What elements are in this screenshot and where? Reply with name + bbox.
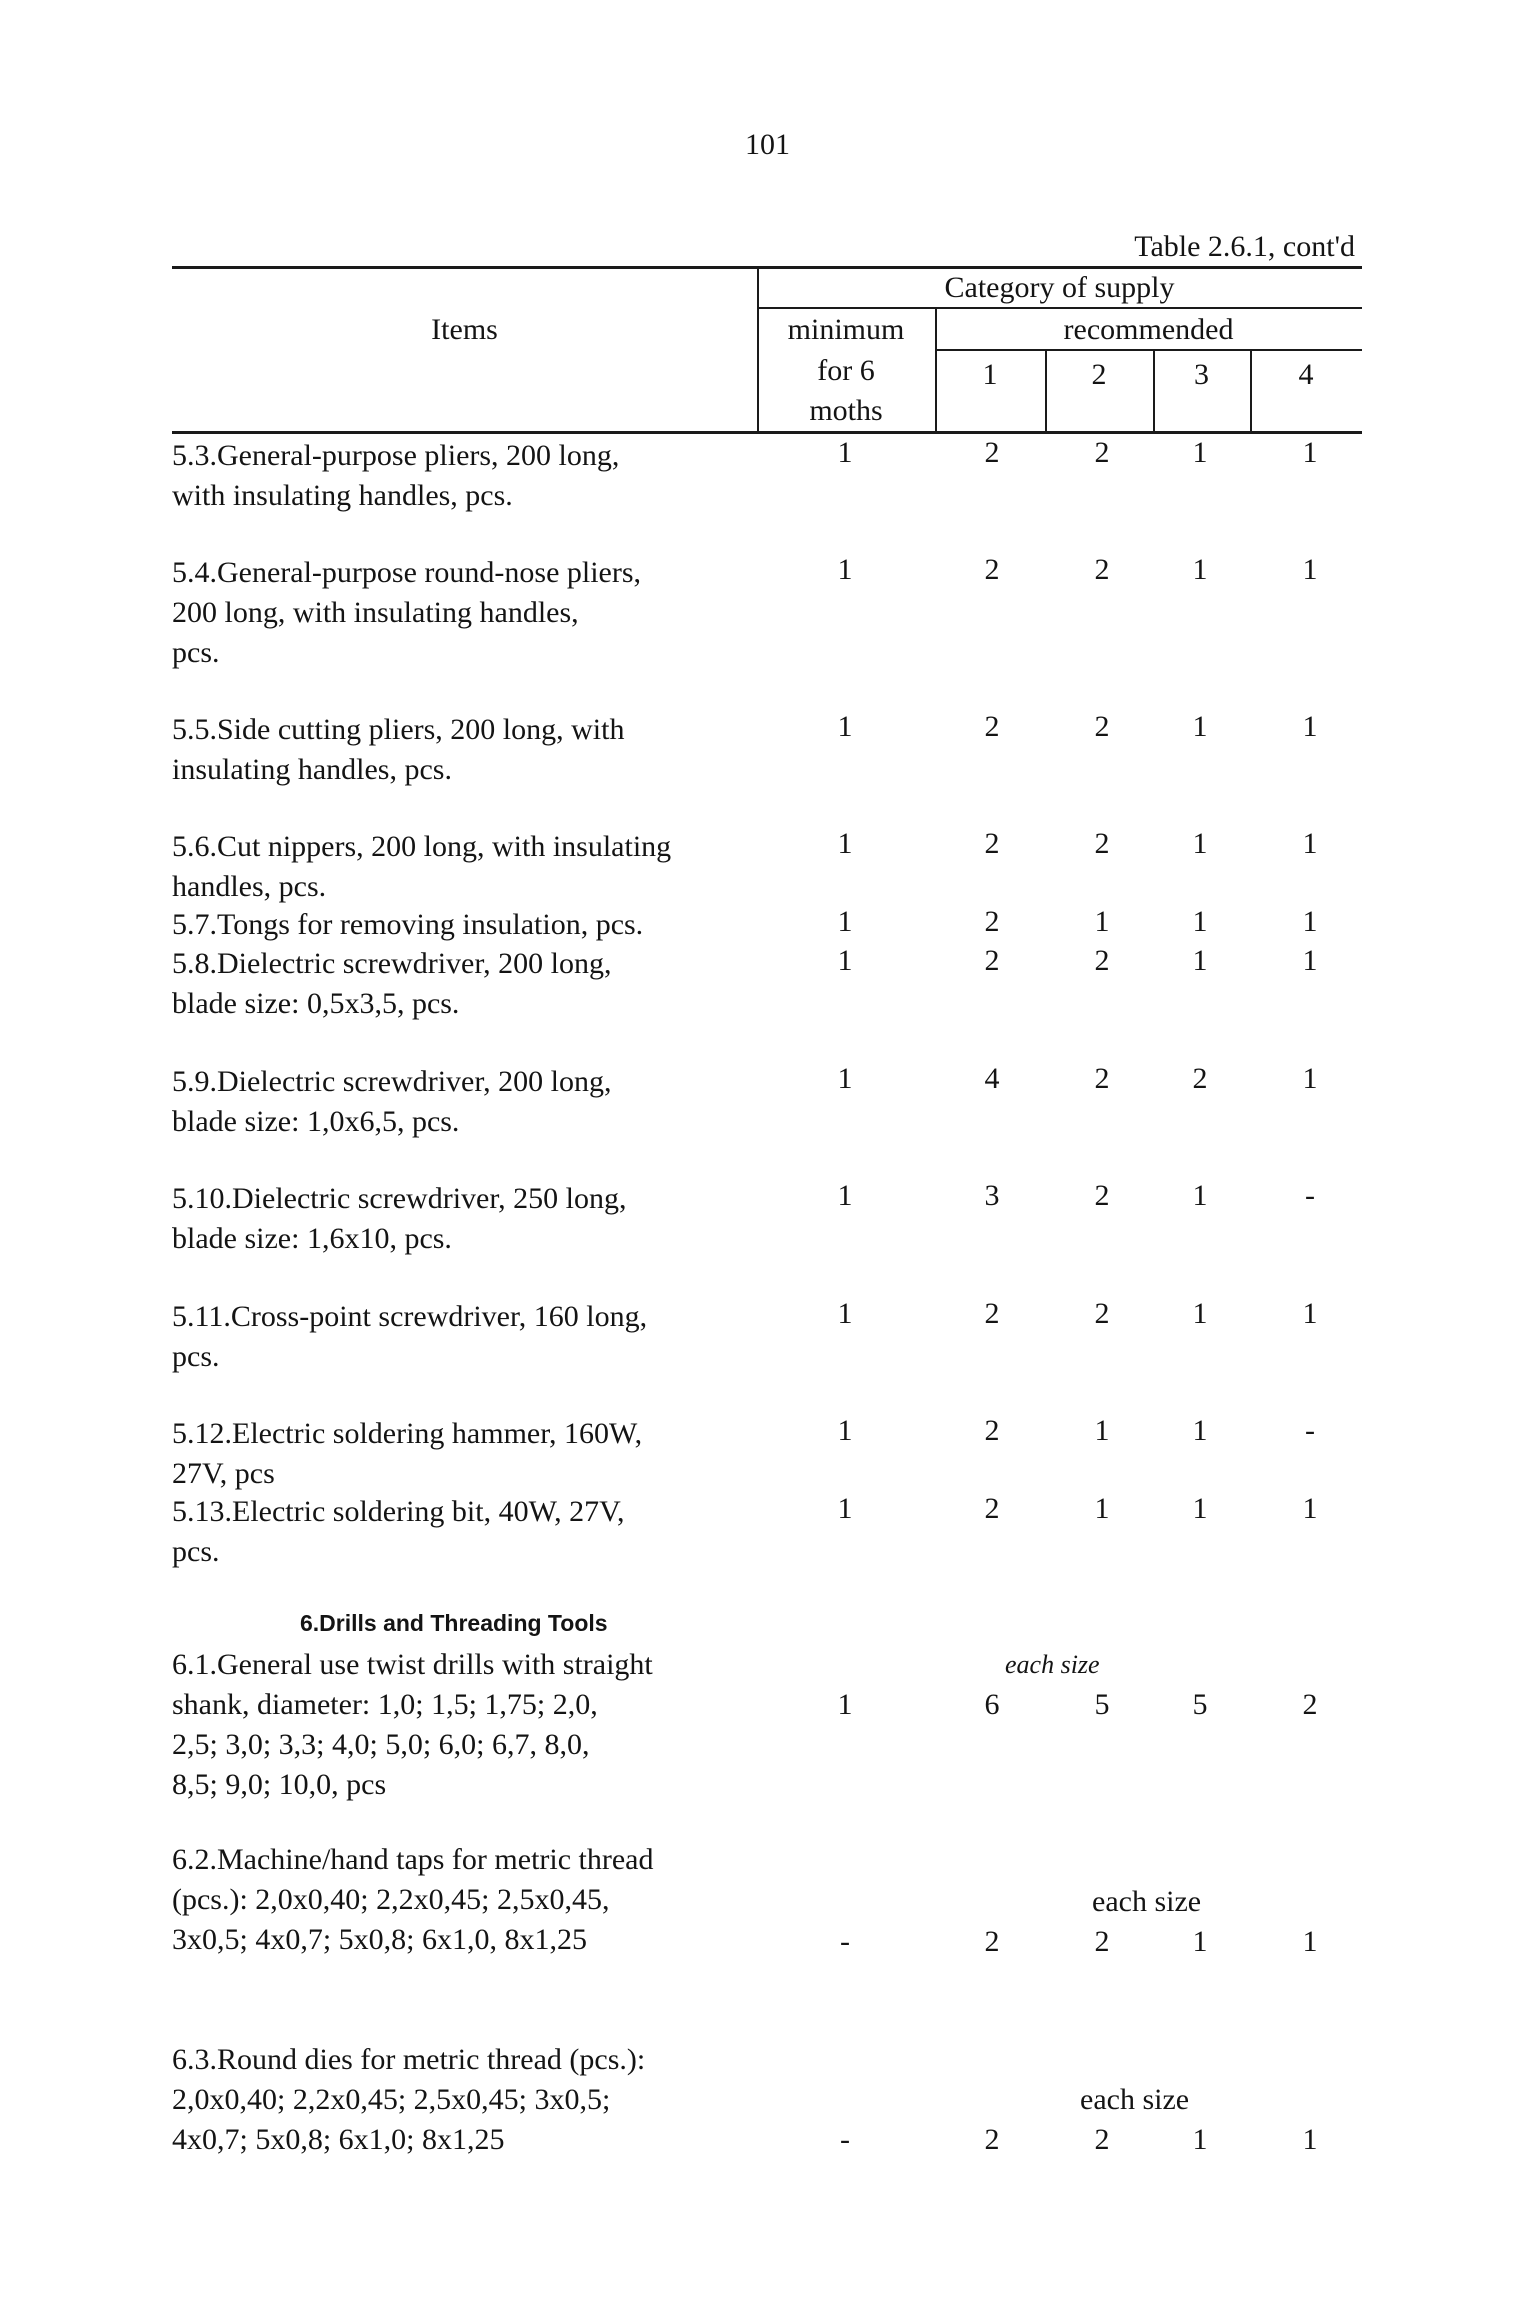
- item-line: shank, diameter: 1,0; 1,5; 1,75; 2,0,: [172, 1688, 598, 1721]
- item-description: [172, 1645, 762, 1805]
- value-cell: 1: [1302, 1297, 1318, 1330]
- value-cell: 1: [837, 1492, 853, 1525]
- value-cell: 2: [1094, 1062, 1110, 1095]
- value-cell: 1: [1302, 436, 1318, 469]
- item-description: [172, 1179, 762, 1259]
- value-cell: 2: [984, 1492, 1000, 1525]
- value-cell: 1: [837, 1414, 853, 1447]
- item-line: 5.4.General-purpose round-nose pliers,: [172, 556, 642, 589]
- item-line: insulating handles, pcs.: [172, 753, 452, 786]
- value-cell: 2: [1094, 553, 1110, 586]
- item-line: 5.7.Tongs for removing insulation, pcs.: [172, 908, 644, 941]
- each-size-note: each size: [1092, 1885, 1202, 1918]
- value-cell: 5: [1192, 1688, 1208, 1721]
- value-cell: 2: [1094, 944, 1110, 977]
- item-line: blade size: 0,5x3,5, pcs.: [172, 987, 460, 1020]
- value-cell: 1: [1192, 710, 1208, 743]
- value-cell: 2: [1094, 1297, 1110, 1330]
- value-cell: -: [840, 2123, 850, 2156]
- value-cell: 1: [1094, 905, 1110, 938]
- item-line: 4x0,7; 5x0,8; 6x1,0; 8x1,25: [172, 2123, 505, 2156]
- value-cell: 2: [984, 436, 1000, 469]
- item-line: 5.13.Electric soldering bit, 40W, 27V,: [172, 1495, 625, 1528]
- value-cell: 4: [984, 1062, 1000, 1095]
- each-size-note: each size: [1005, 1650, 1100, 1679]
- header-moths: moths: [809, 394, 883, 427]
- item-line: 5.9.Dielectric screwdriver, 200 long,: [172, 1065, 612, 1098]
- value-cell: 2: [1094, 436, 1110, 469]
- item-line: 6.1.General use twist drills with straight: [172, 1648, 653, 1681]
- value-cell: 1: [1302, 2123, 1318, 2156]
- value-cell: 2: [1094, 2123, 1110, 2156]
- item-line: 5.11.Cross-point screwdriver, 160 long,: [172, 1300, 648, 1333]
- value-cell: 1: [837, 436, 853, 469]
- item-line: with insulating handles, pcs.: [172, 479, 513, 512]
- header-minimum: minimum: [787, 313, 905, 346]
- value-cell: 2: [984, 944, 1000, 977]
- header-category: Category of supply: [944, 271, 1175, 304]
- item-line: 2,0x0,40; 2,2x0,45; 2,5x0,45; 3x0,5;: [172, 2083, 611, 2116]
- value-cell: 2: [984, 827, 1000, 860]
- item-line: pcs.: [172, 636, 220, 669]
- value-cell: 5: [1094, 1688, 1110, 1721]
- item-line: 5.10.Dielectric screwdriver, 250 long,: [172, 1182, 627, 1215]
- value-cell: 1: [837, 905, 853, 938]
- item-line: 5.6.Cut nippers, 200 long, with insulating: [172, 830, 672, 863]
- item-description: [172, 1492, 762, 1572]
- value-cell: -: [1305, 1414, 1315, 1447]
- header-recommended: recommended: [1063, 313, 1234, 346]
- item-description: [172, 905, 762, 945]
- value-cell: 1: [1192, 1297, 1208, 1330]
- header-col-2: 2: [1091, 358, 1107, 391]
- item-line: blade size: 1,6x10, pcs.: [172, 1222, 452, 1255]
- header-for6: for 6: [817, 354, 875, 387]
- value-cell: 1: [837, 827, 853, 860]
- value-cell: 2: [984, 710, 1000, 743]
- value-cell: 1: [837, 944, 853, 977]
- table-caption: Table 2.6.1, cont'd: [1134, 230, 1355, 263]
- value-cell: 2: [984, 553, 1000, 586]
- item-line: 6.2.Machine/hand taps for metric thread: [172, 1843, 654, 1876]
- item-line: 27V, pcs: [172, 1457, 275, 1490]
- item-description: [172, 1414, 762, 1494]
- value-cell: 1: [1192, 436, 1208, 469]
- value-cell: 1: [1094, 1414, 1110, 1447]
- header-col-3: 3: [1194, 358, 1209, 391]
- header-col-1: 1: [982, 358, 998, 391]
- value-cell: 1: [1192, 827, 1208, 860]
- item-description: [172, 1297, 762, 1377]
- item-line: 5.3.General-purpose pliers, 200 long,: [172, 439, 620, 472]
- item-line: handles, pcs.: [172, 870, 327, 903]
- value-cell: 1: [837, 1062, 853, 1095]
- value-cell: 2: [984, 1414, 1000, 1447]
- item-line: 5.8.Dielectric screwdriver, 200 long,: [172, 947, 612, 980]
- item-description: [172, 553, 762, 673]
- item-line: 2,5; 3,0; 3,3; 4,0; 5,0; 6,0; 6,7, 8,0,: [172, 1728, 590, 1761]
- value-cell: 1: [1302, 905, 1318, 938]
- value-cell: 2: [984, 2123, 1000, 2156]
- item-line: pcs.: [172, 1340, 220, 1373]
- section-title: 6.Drills and Threading Tools: [300, 1610, 608, 1636]
- item-line: 8,5; 9,0; 10,0, pcs: [172, 1768, 387, 1801]
- value-cell: 1: [837, 1688, 853, 1721]
- value-cell: 2: [984, 1925, 1000, 1958]
- value-cell: 1: [1192, 1179, 1208, 1212]
- item-line: 200 long, with insulating handles,: [172, 596, 579, 629]
- item-description: [172, 1840, 762, 1960]
- item-line: (pcs.): 2,0x0,40; 2,2x0,45; 2,5x0,45,: [172, 1883, 610, 1916]
- value-cell: 1: [1302, 1925, 1318, 1958]
- value-cell: 1: [1094, 1492, 1110, 1525]
- value-cell: 3: [984, 1179, 1000, 1212]
- value-cell: 1: [1192, 2123, 1208, 2156]
- header-items: Items: [431, 313, 498, 346]
- value-cell: 1: [1302, 710, 1318, 743]
- each-size-note: each size: [1080, 2083, 1190, 2116]
- value-cell: 2: [1094, 827, 1110, 860]
- value-cell: 6: [984, 1688, 1000, 1721]
- value-cell: 1: [1302, 827, 1318, 860]
- page-number: 101: [745, 128, 790, 161]
- value-cell: 2: [1094, 710, 1110, 743]
- item-description: [172, 827, 762, 907]
- value-cell: 1: [1302, 944, 1318, 977]
- item-line: 6.3.Round dies for metric thread (pcs.):: [172, 2043, 646, 2076]
- header-bottom-rule: [172, 431, 1362, 434]
- item-description: [172, 944, 762, 1024]
- value-cell: 1: [1192, 944, 1208, 977]
- value-cell: 1: [1192, 905, 1208, 938]
- item-description: [172, 710, 762, 790]
- value-cell: -: [840, 1925, 850, 1958]
- value-cell: 1: [837, 710, 853, 743]
- value-cell: 1: [1192, 1925, 1208, 1958]
- value-cell: 1: [837, 1297, 853, 1330]
- value-cell: 2: [1302, 1688, 1318, 1721]
- value-cell: 1: [1302, 1492, 1318, 1525]
- value-cell: 2: [1192, 1062, 1208, 1095]
- item-description: [172, 436, 762, 516]
- item-line: 5.12.Electric soldering hammer, 160W,: [172, 1417, 643, 1450]
- item-line: blade size: 1,0x6,5, pcs.: [172, 1105, 460, 1138]
- value-cell: 2: [1094, 1925, 1110, 1958]
- value-cell: 1: [837, 1179, 853, 1212]
- value-cell: 1: [1192, 1414, 1208, 1447]
- value-cell: 1: [1302, 553, 1318, 586]
- item-line: pcs.: [172, 1535, 220, 1568]
- item-description: [172, 2040, 762, 2160]
- value-cell: 2: [984, 1297, 1000, 1330]
- value-cell: 1: [1302, 1062, 1318, 1095]
- value-cell: 1: [837, 553, 853, 586]
- item-description: [172, 1062, 762, 1142]
- item-line: 3x0,5; 4x0,7; 5x0,8; 6x1,0, 8x1,25: [172, 1923, 588, 1956]
- header-col-4: 4: [1298, 358, 1314, 391]
- value-cell: 2: [1094, 1179, 1110, 1212]
- value-cell: 1: [1192, 553, 1208, 586]
- item-line: 5.5.Side cutting pliers, 200 long, with: [172, 713, 625, 746]
- value-cell: 1: [1192, 1492, 1208, 1525]
- value-cell: 2: [984, 905, 1000, 938]
- value-cell: -: [1305, 1179, 1315, 1212]
